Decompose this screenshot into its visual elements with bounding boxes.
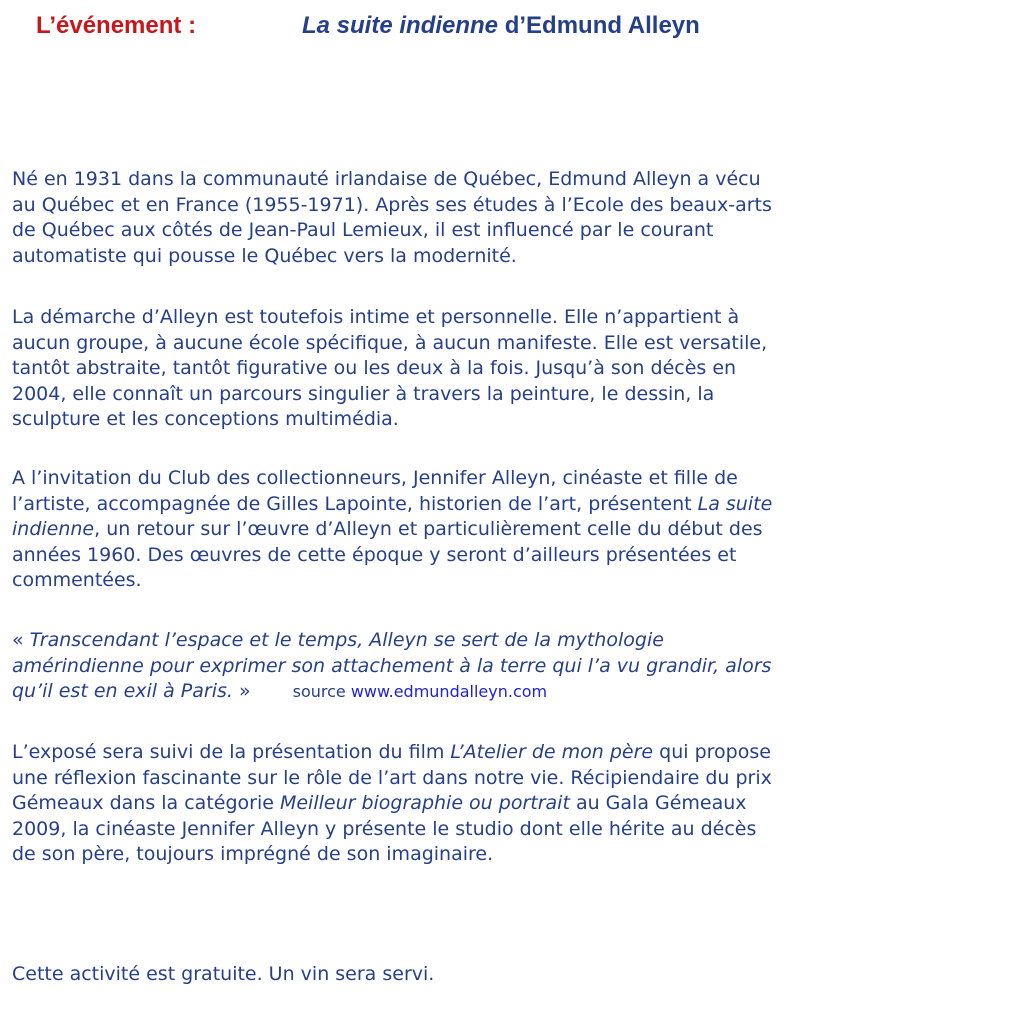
text-line: années 1960. Des œuvres de cette époque y seront d’ailleurs présentées et: [12, 543, 737, 566]
source-label: source: [292, 682, 351, 701]
quote-mark: »: [232, 680, 251, 702]
text-line: Né en 1931 dans la communauté irlandaise de Québec, Edmund Alleyn a vécu: [12, 168, 761, 190]
paragraph-biography: [12, 167, 1002, 269]
text-line: Cette activité est gratuite. Un vin sera servi.: [12, 963, 435, 985]
quote-text: Transcendant l’espace et le temps, Alleyn se sert de la mythologie: [29, 629, 664, 651]
text-line: [12, 740, 1002, 766]
event-title-italic: La suite indienne: [302, 12, 499, 39]
text-line: commentées.: [12, 569, 142, 591]
italic-title: La suite: [697, 492, 773, 515]
text-segment: L’exposé sera suivi de la présentation du film: [12, 741, 451, 763]
paragraph-closing: [12, 962, 1002, 988]
text-line: de Québec aux côtés de Jean-Paul Lemieux, il est influencé par le courant: [12, 219, 714, 241]
text-segment: 2009: [12, 817, 61, 840]
text-line: [12, 791, 1002, 817]
italic-title: L’Atelier de mon père: [450, 741, 654, 763]
text-line: 2004, elle connaît un parcours singulier à travers la peinture, le dessin, la: [12, 382, 715, 405]
text-line: une réflexion fascinante sur le rôle de l’art dans notre vie. Récipiendaire du prix: [12, 766, 772, 789]
text-line: au Québec et en France (1955-1971). Après ses études à l’Ecole des beaux-arts: [12, 193, 772, 216]
text-line: automatiste qui pousse le Québec vers la modernité.: [12, 244, 517, 267]
text-line: sculpture et les conceptions multimédia.: [12, 408, 399, 430]
text-line: [12, 517, 1002, 543]
quote-mark: «: [12, 629, 30, 651]
text-segment: l’artiste, accompagnée de Gilles Lapointe, historien de l’art, présentent: [12, 492, 698, 515]
text-line: [12, 679, 1002, 705]
italic-title: Meilleur biographie ou portrait: [279, 792, 570, 814]
event-label: L’événement :: [36, 12, 197, 39]
text-line: de son père, toujours imprégné de son imaginaire.: [12, 843, 494, 865]
text-line: tantôt abstraite, tantôt figurative ou les deux à la fois. Jusqu’à son décès en: [12, 357, 737, 379]
event-title: [302, 12, 700, 40]
paragraph-film: [12, 740, 1002, 868]
paragraph-invitation: [12, 466, 1002, 594]
text-segment: Gémeaux dans la catégorie: [12, 792, 280, 814]
event-header: [0, 10, 1021, 44]
text-line: [12, 817, 1002, 843]
italic-title: indienne: [12, 518, 95, 540]
text-line: A l’invitation du Club des collectionneurs, Jennifer Alleyn, cinéaste et fille de: [12, 467, 738, 489]
paragraph-quote: [12, 628, 1002, 705]
text-segment: au Gala Gémeaux: [569, 792, 747, 814]
text-segment: , un retour sur l’œuvre d’Alleyn et particulièrement celle du début des: [94, 518, 763, 540]
text-line: [12, 654, 1002, 680]
event-title-rest: d’Edmund Alleyn: [498, 12, 700, 39]
paragraph-approach: [12, 305, 1002, 433]
text-segment: qui propose: [653, 741, 771, 763]
text-line: [12, 628, 1002, 654]
text-line: aucun groupe, à aucune école spécifique, à aucun manifeste. Elle est versatile,: [12, 331, 768, 354]
text-line: [12, 492, 1002, 518]
quote-text: amérindienne pour exprimer son attachement à la terre qui l’a vu grandir, alors: [12, 654, 772, 677]
quote-text: qu’il est en exil à Paris.: [12, 680, 233, 702]
text-line: La démarche d’Alleyn est toutefois intime et personnelle. Elle n’appartient à: [12, 306, 740, 328]
source-credit: [293, 682, 548, 701]
source-link[interactable]: www.edmundalleyn.com: [350, 682, 548, 701]
text-segment: , la cinéaste Jennifer Alleyn y présente le studio dont elle hérite au décès: [60, 817, 757, 840]
